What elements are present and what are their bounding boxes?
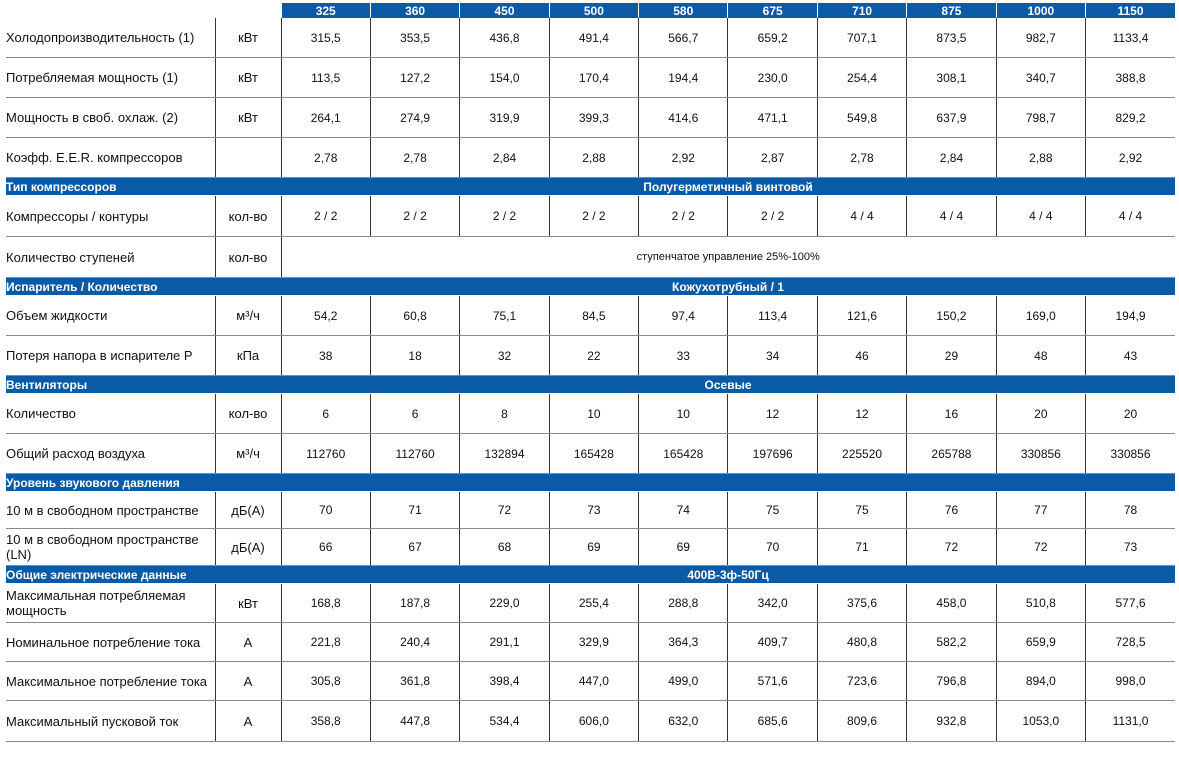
value-cell: 447,0 bbox=[549, 662, 638, 701]
value-cell: 566,7 bbox=[639, 18, 728, 58]
value-cell: 2,92 bbox=[639, 138, 728, 178]
value-cell: 4 / 4 bbox=[817, 196, 906, 237]
value-cell: 549,8 bbox=[817, 98, 906, 138]
value-cell: 637,9 bbox=[907, 98, 996, 138]
value-cell: 20 bbox=[1086, 394, 1175, 434]
value-cell: 69 bbox=[639, 529, 728, 566]
value-cell: 2,87 bbox=[728, 138, 817, 178]
value-cell: 73 bbox=[1086, 529, 1175, 566]
value-cell: 12 bbox=[728, 394, 817, 434]
value-cell: 2 / 2 bbox=[549, 196, 638, 237]
value-cell: 353,5 bbox=[370, 18, 459, 58]
value-cell: 2 / 2 bbox=[281, 196, 370, 237]
value-cell: 571,6 bbox=[728, 662, 817, 701]
unit-cell: кол-во bbox=[215, 196, 281, 237]
unit-cell: кВт bbox=[215, 584, 281, 623]
value-cell: 150,2 bbox=[907, 296, 996, 336]
table-row bbox=[6, 58, 1175, 98]
model-header-cell: 1150 bbox=[1086, 3, 1175, 18]
value-cell: 499,0 bbox=[639, 662, 728, 701]
value-cell: 2,84 bbox=[460, 138, 549, 178]
value-cell: 10 bbox=[639, 394, 728, 434]
value-cell: 796,8 bbox=[907, 662, 996, 701]
value-cell: 659,2 bbox=[728, 18, 817, 58]
model-header-cell: 675 bbox=[728, 3, 817, 18]
spanning-value-cell: ступенчатое управление 25%-100% bbox=[281, 237, 1175, 278]
value-cell: 12 bbox=[817, 394, 906, 434]
header-blank bbox=[6, 3, 281, 18]
value-cell: 194,4 bbox=[639, 58, 728, 98]
value-cell: 10 bbox=[549, 394, 638, 434]
value-cell: 221,8 bbox=[281, 623, 370, 662]
value-cell: 73 bbox=[549, 492, 638, 529]
value-cell: 71 bbox=[370, 492, 459, 529]
section-title: Испаритель / Количество bbox=[6, 278, 281, 296]
value-cell: 67 bbox=[370, 529, 459, 566]
value-cell: 60,8 bbox=[370, 296, 459, 336]
value-cell: 2,92 bbox=[1086, 138, 1175, 178]
value-cell: 315,5 bbox=[281, 18, 370, 58]
value-cell: 388,8 bbox=[1086, 58, 1175, 98]
value-cell: 375,6 bbox=[817, 584, 906, 623]
table-row bbox=[6, 584, 1175, 623]
value-cell: 342,0 bbox=[728, 584, 817, 623]
unit-cell: кол-во bbox=[215, 394, 281, 434]
parameter-label: 10 м в свободном пространстве (LN) bbox=[6, 529, 215, 566]
table-row bbox=[6, 529, 1175, 566]
value-cell: 330856 bbox=[996, 434, 1085, 474]
table-row bbox=[6, 434, 1175, 474]
value-cell: 358,8 bbox=[281, 701, 370, 742]
value-cell: 33 bbox=[639, 336, 728, 376]
value-cell: 728,5 bbox=[1086, 623, 1175, 662]
model-header-cell: 875 bbox=[907, 3, 996, 18]
value-cell: 606,0 bbox=[549, 701, 638, 742]
value-cell: 6 bbox=[370, 394, 459, 434]
table-row bbox=[6, 237, 1175, 278]
section-header-row bbox=[6, 178, 1175, 196]
value-cell: 264,1 bbox=[281, 98, 370, 138]
value-cell: 75 bbox=[817, 492, 906, 529]
value-cell: 4 / 4 bbox=[907, 196, 996, 237]
parameter-label: Потеря напора в испарителе P bbox=[6, 336, 215, 376]
table-row bbox=[6, 336, 1175, 376]
parameter-label: Компрессоры / контуры bbox=[6, 196, 215, 237]
unit-cell: А bbox=[215, 662, 281, 701]
section-header-row bbox=[6, 474, 1175, 492]
value-cell: 399,3 bbox=[549, 98, 638, 138]
value-cell: 329,9 bbox=[549, 623, 638, 662]
value-cell: 70 bbox=[728, 529, 817, 566]
table-row bbox=[6, 492, 1175, 529]
value-cell: 132894 bbox=[460, 434, 549, 474]
value-cell: 340,7 bbox=[996, 58, 1085, 98]
value-cell: 168,8 bbox=[281, 584, 370, 623]
value-cell: 308,1 bbox=[907, 58, 996, 98]
value-cell: 471,1 bbox=[728, 98, 817, 138]
value-cell: 364,3 bbox=[639, 623, 728, 662]
unit-cell: кПа bbox=[215, 336, 281, 376]
unit-cell: кВт bbox=[215, 58, 281, 98]
section-header-row bbox=[6, 566, 1175, 584]
model-header-cell: 325 bbox=[281, 3, 370, 18]
parameter-label: Коэфф. E.E.R. компрессоров bbox=[6, 138, 215, 178]
section-title: Тип компрессоров bbox=[6, 178, 281, 196]
parameter-label: Максимальный пусковой ток bbox=[6, 701, 215, 742]
value-cell: 458,0 bbox=[907, 584, 996, 623]
value-cell: 229,0 bbox=[460, 584, 549, 623]
value-cell: 480,8 bbox=[817, 623, 906, 662]
value-cell: 361,8 bbox=[370, 662, 459, 701]
value-cell: 69 bbox=[549, 529, 638, 566]
value-cell: 632,0 bbox=[639, 701, 728, 742]
value-cell: 46 bbox=[817, 336, 906, 376]
parameter-label: Номинальное потребление тока bbox=[6, 623, 215, 662]
section-title: Общие электрические данные bbox=[6, 566, 281, 584]
value-cell: 165428 bbox=[549, 434, 638, 474]
value-cell: 4 / 4 bbox=[1086, 196, 1175, 237]
parameter-label: Холодопроизводительность (1) bbox=[6, 18, 215, 58]
parameter-label: Максимальная потребляемая мощность bbox=[6, 584, 215, 623]
value-cell: 409,7 bbox=[728, 623, 817, 662]
unit-cell: дБ(А) bbox=[215, 492, 281, 529]
value-cell: 75 bbox=[728, 492, 817, 529]
value-cell: 97,4 bbox=[639, 296, 728, 336]
value-cell: 2,88 bbox=[996, 138, 1085, 178]
model-header-cell: 450 bbox=[460, 3, 549, 18]
value-cell: 54,2 bbox=[281, 296, 370, 336]
spec-table-body bbox=[6, 3, 1175, 742]
unit-cell: кол-во bbox=[215, 237, 281, 278]
section-title: Вентиляторы bbox=[6, 376, 281, 394]
value-cell: 20 bbox=[996, 394, 1085, 434]
section-value: Полугерметичный винтовой bbox=[281, 178, 1175, 196]
value-cell: 2,78 bbox=[281, 138, 370, 178]
value-cell: 873,5 bbox=[907, 18, 996, 58]
value-cell: 77 bbox=[996, 492, 1085, 529]
value-cell: 659,9 bbox=[996, 623, 1085, 662]
parameter-label: Максимальное потребление тока bbox=[6, 662, 215, 701]
value-cell: 319,9 bbox=[460, 98, 549, 138]
value-cell: 798,7 bbox=[996, 98, 1085, 138]
value-cell: 38 bbox=[281, 336, 370, 376]
table-row bbox=[6, 662, 1175, 701]
value-cell: 707,1 bbox=[817, 18, 906, 58]
value-cell: 414,6 bbox=[639, 98, 728, 138]
value-cell: 75,1 bbox=[460, 296, 549, 336]
value-cell: 998,0 bbox=[1086, 662, 1175, 701]
unit-cell: кВт bbox=[215, 18, 281, 58]
value-cell: 582,2 bbox=[907, 623, 996, 662]
value-cell: 16 bbox=[907, 394, 996, 434]
value-cell: 18 bbox=[370, 336, 459, 376]
value-cell: 34 bbox=[728, 336, 817, 376]
model-header-cell: 1000 bbox=[996, 3, 1085, 18]
value-cell: 72 bbox=[996, 529, 1085, 566]
value-cell: 274,9 bbox=[370, 98, 459, 138]
value-cell: 74 bbox=[639, 492, 728, 529]
value-cell: 685,6 bbox=[728, 701, 817, 742]
unit-cell: кВт bbox=[215, 98, 281, 138]
model-header-cell: 710 bbox=[817, 3, 906, 18]
value-cell: 2,78 bbox=[370, 138, 459, 178]
value-cell: 84,5 bbox=[549, 296, 638, 336]
section-value: Осевые bbox=[281, 376, 1175, 394]
parameter-label: Количество bbox=[6, 394, 215, 434]
value-cell: 510,8 bbox=[996, 584, 1085, 623]
value-cell: 1131,0 bbox=[1086, 701, 1175, 742]
table-row bbox=[6, 196, 1175, 237]
value-cell: 240,4 bbox=[370, 623, 459, 662]
value-cell: 254,4 bbox=[817, 58, 906, 98]
value-cell: 491,4 bbox=[549, 18, 638, 58]
table-row bbox=[6, 296, 1175, 336]
value-cell: 121,6 bbox=[817, 296, 906, 336]
value-cell: 170,4 bbox=[549, 58, 638, 98]
value-cell: 165428 bbox=[639, 434, 728, 474]
value-cell: 2 / 2 bbox=[639, 196, 728, 237]
value-cell: 723,6 bbox=[817, 662, 906, 701]
value-cell: 113,4 bbox=[728, 296, 817, 336]
value-cell: 68 bbox=[460, 529, 549, 566]
table-row bbox=[6, 138, 1175, 178]
value-cell: 447,8 bbox=[370, 701, 459, 742]
section-value bbox=[281, 474, 1175, 492]
value-cell: 78 bbox=[1086, 492, 1175, 529]
value-cell: 8 bbox=[460, 394, 549, 434]
table-row bbox=[6, 701, 1175, 742]
value-cell: 982,7 bbox=[996, 18, 1085, 58]
value-cell: 2,88 bbox=[549, 138, 638, 178]
section-header-row bbox=[6, 376, 1175, 394]
value-cell: 1053,0 bbox=[996, 701, 1085, 742]
model-header-cell: 580 bbox=[639, 3, 728, 18]
value-cell: 43 bbox=[1086, 336, 1175, 376]
unit-cell: м³/ч bbox=[215, 296, 281, 336]
parameter-label: Общий расход воздуха bbox=[6, 434, 215, 474]
value-cell: 2,78 bbox=[817, 138, 906, 178]
model-header-cell: 500 bbox=[549, 3, 638, 18]
value-cell: 187,8 bbox=[370, 584, 459, 623]
value-cell: 194,9 bbox=[1086, 296, 1175, 336]
value-cell: 398,4 bbox=[460, 662, 549, 701]
value-cell: 6 bbox=[281, 394, 370, 434]
table-row bbox=[6, 394, 1175, 434]
value-cell: 72 bbox=[907, 529, 996, 566]
value-cell: 2 / 2 bbox=[460, 196, 549, 237]
parameter-label: Количество ступеней bbox=[6, 237, 215, 278]
table-row bbox=[6, 98, 1175, 138]
spec-table bbox=[6, 3, 1175, 742]
value-cell: 22 bbox=[549, 336, 638, 376]
parameter-label: 10 м в свободном пространстве bbox=[6, 492, 215, 529]
value-cell: 1133,4 bbox=[1086, 18, 1175, 58]
value-cell: 154,0 bbox=[460, 58, 549, 98]
value-cell: 2,84 bbox=[907, 138, 996, 178]
value-cell: 829,2 bbox=[1086, 98, 1175, 138]
parameter-label: Потребляемая мощность (1) bbox=[6, 58, 215, 98]
model-header-row bbox=[6, 3, 1175, 18]
value-cell: 113,5 bbox=[281, 58, 370, 98]
value-cell: 32 bbox=[460, 336, 549, 376]
value-cell: 66 bbox=[281, 529, 370, 566]
unit-cell: А bbox=[215, 623, 281, 662]
value-cell: 225520 bbox=[817, 434, 906, 474]
value-cell: 305,8 bbox=[281, 662, 370, 701]
value-cell: 288,8 bbox=[639, 584, 728, 623]
section-title: Уровень звукового давления bbox=[6, 474, 281, 492]
value-cell: 230,0 bbox=[728, 58, 817, 98]
table-row bbox=[6, 18, 1175, 58]
value-cell: 894,0 bbox=[996, 662, 1085, 701]
value-cell: 809,6 bbox=[817, 701, 906, 742]
section-header-row bbox=[6, 278, 1175, 296]
section-value: 400В-3ф-50Гц bbox=[281, 566, 1175, 584]
value-cell: 197696 bbox=[728, 434, 817, 474]
value-cell: 932,8 bbox=[907, 701, 996, 742]
unit-cell: м³/ч bbox=[215, 434, 281, 474]
value-cell: 29 bbox=[907, 336, 996, 376]
value-cell: 291,1 bbox=[460, 623, 549, 662]
unit-cell: А bbox=[215, 701, 281, 742]
value-cell: 72 bbox=[460, 492, 549, 529]
value-cell: 48 bbox=[996, 336, 1085, 376]
parameter-label: Объем жидкости bbox=[6, 296, 215, 336]
model-header-cell: 360 bbox=[370, 3, 459, 18]
value-cell: 70 bbox=[281, 492, 370, 529]
value-cell: 4 / 4 bbox=[996, 196, 1085, 237]
value-cell: 71 bbox=[817, 529, 906, 566]
section-value: Кожухотрубный / 1 bbox=[281, 278, 1175, 296]
unit-cell bbox=[215, 138, 281, 178]
value-cell: 2 / 2 bbox=[370, 196, 459, 237]
value-cell: 112760 bbox=[281, 434, 370, 474]
value-cell: 127,2 bbox=[370, 58, 459, 98]
parameter-label: Мощность в своб. охлаж. (2) bbox=[6, 98, 215, 138]
value-cell: 330856 bbox=[1086, 434, 1175, 474]
unit-cell: дБ(А) bbox=[215, 529, 281, 566]
value-cell: 577,6 bbox=[1086, 584, 1175, 623]
value-cell: 255,4 bbox=[549, 584, 638, 623]
value-cell: 112760 bbox=[370, 434, 459, 474]
value-cell: 76 bbox=[907, 492, 996, 529]
value-cell: 436,8 bbox=[460, 18, 549, 58]
value-cell: 534,4 bbox=[460, 701, 549, 742]
table-row bbox=[6, 623, 1175, 662]
value-cell: 169,0 bbox=[996, 296, 1085, 336]
value-cell: 2 / 2 bbox=[728, 196, 817, 237]
value-cell: 265788 bbox=[907, 434, 996, 474]
